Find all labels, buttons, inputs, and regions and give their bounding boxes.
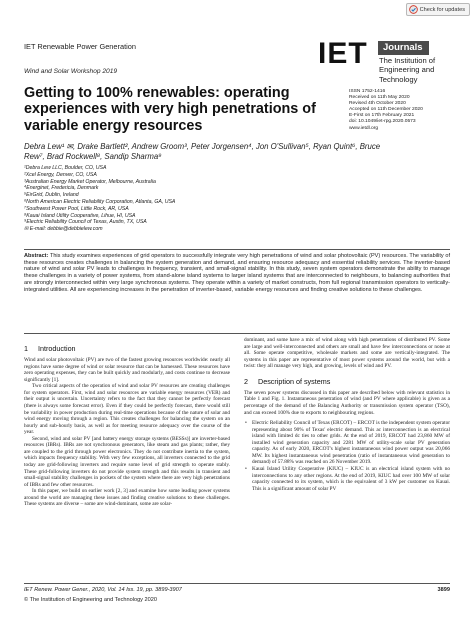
e-first-date: E-First on 17th February 2021: [349, 113, 415, 119]
revised-date: Revised 4th October 2020: [349, 101, 406, 107]
paragraph: Second, wind and solar PV [and battery energy storage systems (BESSs)] are inverter-based resources (IBRs). IBRs are not synchronous generators, like steam and gas plants; rather, they are coupled to the grid through power electronics. They do not contribute inertia to the system, which impacts frequency stability. With very few exceptions, all inverters connected to the grid today are grid-following inverters and require some level of grid strength to operate stably. These grid-following inverters do not provide system strength and this results in transient and small-signal stability challenges in pockets of the system where there are very high penetrations of IBRs and few other resources.: [24, 435, 230, 488]
affiliation: ⁵EirGrid, Dublin, Ireland: [24, 192, 79, 199]
iet-subtitle-line2: Engineering and Technology: [379, 65, 435, 84]
affiliation: ⁸Kauai Island Utility Cooperative, Lihue, HI, USA: [24, 212, 136, 219]
right-column: [244, 337, 450, 492]
affiliation: ⁹Electric Reliability Council of Texas, Austin, TX, USA: [24, 219, 147, 226]
ietdl-link[interactable]: www.ietdl.org: [349, 125, 379, 131]
affiliation: ⁴Energinet, Fredericia, Denmark: [24, 185, 99, 192]
abstract-text: This study examines experiences of grid operators to successfully integrate very high penetrations of wind and solar photovoltaic (PV) resources. The variability of these resources creates challenges in balancing the system generation and demand, and ensuring resource adequacy and essential reliability services. The inverter-based nature of wind and solar PV leads to challenges in frequency, transient, and small-signal stability. In this study, seven system operators demonstrate the ability to manage these challenges in a variety of power systems, from stand-alone island systems to larger island systems that are interconnected to neighbours, to balancing authorities that are strongly interconnected within very large synchronous systems. They operate within a variety of market constructs, from full regional transmission operators to vertically-integrated utilities. All are experiencing increases in the penetration of inverter-based, variable energy resources and finding creative solutions to these challenges.: [24, 253, 450, 293]
iet-logo-subtitle: [379, 56, 468, 84]
doi-link[interactable]: doi: 10.1049/iet-rpg.2020.0573: [349, 119, 416, 125]
workshop-name: Wind and Solar Workshop 2019: [24, 68, 118, 75]
section-heading-systems: [244, 377, 450, 386]
footer-rule: [24, 583, 450, 584]
footer-copyright: © The Institution of Engineering and Technology 2020: [24, 597, 157, 603]
iet-journals-logo: [318, 37, 468, 84]
paragraph: dominant, and some have a mix of wind along with high penetrations of distributed PV. Some are large and well-interconnected and others are small and have few interconnections or none at all. Some operate competitive, wholesale markets and some are vertically-integrated. The systems in this paper are representative of most power systems around the world, but with a twist: they all manage very high, and growing, levels of wind and PV.: [244, 337, 450, 370]
check-for-updates-label: Check for updates: [419, 6, 465, 13]
systems-list: [244, 420, 450, 492]
contact-email[interactable]: ✉ E-mail: debbie@debbielew.com: [24, 226, 103, 233]
check-for-updates-badge[interactable]: [406, 3, 470, 16]
accepted-date: Accepted on 11th December 2020: [349, 107, 423, 113]
authors-line: Debra Lew¹ ✉, Drake Bartlett², Andrew Groom³, Peter Jorgensen⁴, Jon O'Sullivan⁵, Ryan Quint⁶, Bruce: [24, 142, 381, 151]
paragraph: Wind and solar photovoltaic (PV) are two of the fastest growing resources worldwide: nearly all regions have some degree of wind or solar resource that can be harnessed. These resources have zero operating expenses, they can be built quickly and modularly, and costs continue to decrease significantly [1].: [24, 357, 230, 383]
affiliation: ³Australian Energy Market Operator, Melbourne, Australia: [24, 178, 156, 185]
iet-subtitle-line1: The Institution of: [379, 56, 436, 65]
list-item: • Electric Reliability Council of Texas (ERCOT) – ERCOT is the independent system operator representing about 90% of Texas' electric demand. This ac interconnection is an electrical island with limited dc ties to other grids. At the end of 2019, ERCOT had 23,860 MW of installed wind generation capacity and 2281 MW of utility-scale solar PV generation capacity. As of early 2020, ERCOT's highest instantaneous wind power output was 20,066 MW. Its highest instantaneous wind penetration (ratio of instantaneous wind generation to demand) of 57.88% was reached on 26 November 2019.: [244, 420, 450, 466]
article-metadata: [349, 89, 473, 132]
check-updates-icon: [409, 5, 418, 14]
affiliation: ⁶North American Electric Reliability Corporation, Atlanta, GA, USA: [24, 198, 176, 205]
iet-logo-letters: IET: [318, 37, 368, 70]
section-title: Description of systems: [258, 376, 331, 386]
section-number: 1: [24, 344, 28, 353]
journal-name: IET Renewable Power Generation: [24, 42, 137, 51]
list-item: • Kauai Island Utility Cooperative (KIUC) – KIUC is an electrical island system with no interconnections to any other regions. At the end of 2019, KIUC had over 100 MW of solar capacity connected to its system, which is the equivalent of 3 kW per customer on Kauai. This is a significant amount of solar PV: [244, 466, 450, 492]
footer-citation: IET Renew. Power Gener., 2020, Vol. 14 Iss. 19, pp. 3899-3907: [24, 587, 182, 593]
section-number: 2: [244, 376, 248, 386]
paragraph: The seven power systems discussed in this paper are described below with relevant statistics in Table 1 and Fig. 1. Instantaneous penetration of wind (and PV where applicable) is given as a percentage of the demand of the Balancing Authority or transmission system operator (TSO), and can exceed 100% due to exports to neighbouring regions.: [244, 389, 450, 416]
title-line: experiences with very high penetrations of: [24, 101, 316, 118]
affiliation: ²Xcel Energy, Denver, CO, USA: [24, 171, 97, 178]
abstract-label: Abstract:: [24, 253, 49, 259]
page-number: 3899: [437, 587, 450, 593]
section-heading-introduction: [24, 344, 230, 353]
abstract-top-rule: [24, 249, 450, 250]
paragraph: In this paper, we build on earlier work [2, 3] and examine how some leading power systems around the world are managing these issues and finding creative solutions to these challenges. These systems are diverse – some are wind-dominant, some are solar-: [24, 488, 230, 508]
journals-tag: Journals: [378, 41, 429, 55]
author-list: [24, 142, 444, 162]
affiliation: ¹Debra Lew LLC, Boulder, CO, USA: [24, 165, 107, 171]
title-line: Getting to 100% renewables: operating: [24, 85, 290, 101]
left-column: [24, 344, 230, 508]
paragraph: Two critical aspects of the operation of wind and solar PV resources are creating challenges for system operators. First, wind and solar resources are variable energy resources (VER) and their output is uncertain. Uncertainty refers to the fact that they cannot be perfectly forecast (there is always some forecast error). Even if they could be perfectly forecast, there would still be variability in power production during real-time operations because of the nature of solar and wind energy moving through a region. This creates challenges for balancing the system on an hourly and sub-hourly basis, as well as for meeting resource adequacy over the course of the year.: [24, 383, 230, 436]
article-title: [24, 85, 342, 134]
affiliations: [24, 165, 175, 233]
affiliation: ⁷Southwest Power Pool, Little Rock, AR, USA: [24, 205, 129, 212]
received-date: Received on 11th May 2020: [349, 95, 410, 101]
authors-line: Rew⁷, Brad Rockwell⁸, Sandip Sharma⁹: [24, 152, 162, 161]
section-title: Introduction: [38, 344, 76, 353]
issn: ISSN 1752-1416: [349, 89, 386, 94]
title-line: variable energy resources: [24, 117, 203, 134]
abstract-bottom-rule: [24, 333, 450, 334]
abstract: [24, 253, 450, 293]
